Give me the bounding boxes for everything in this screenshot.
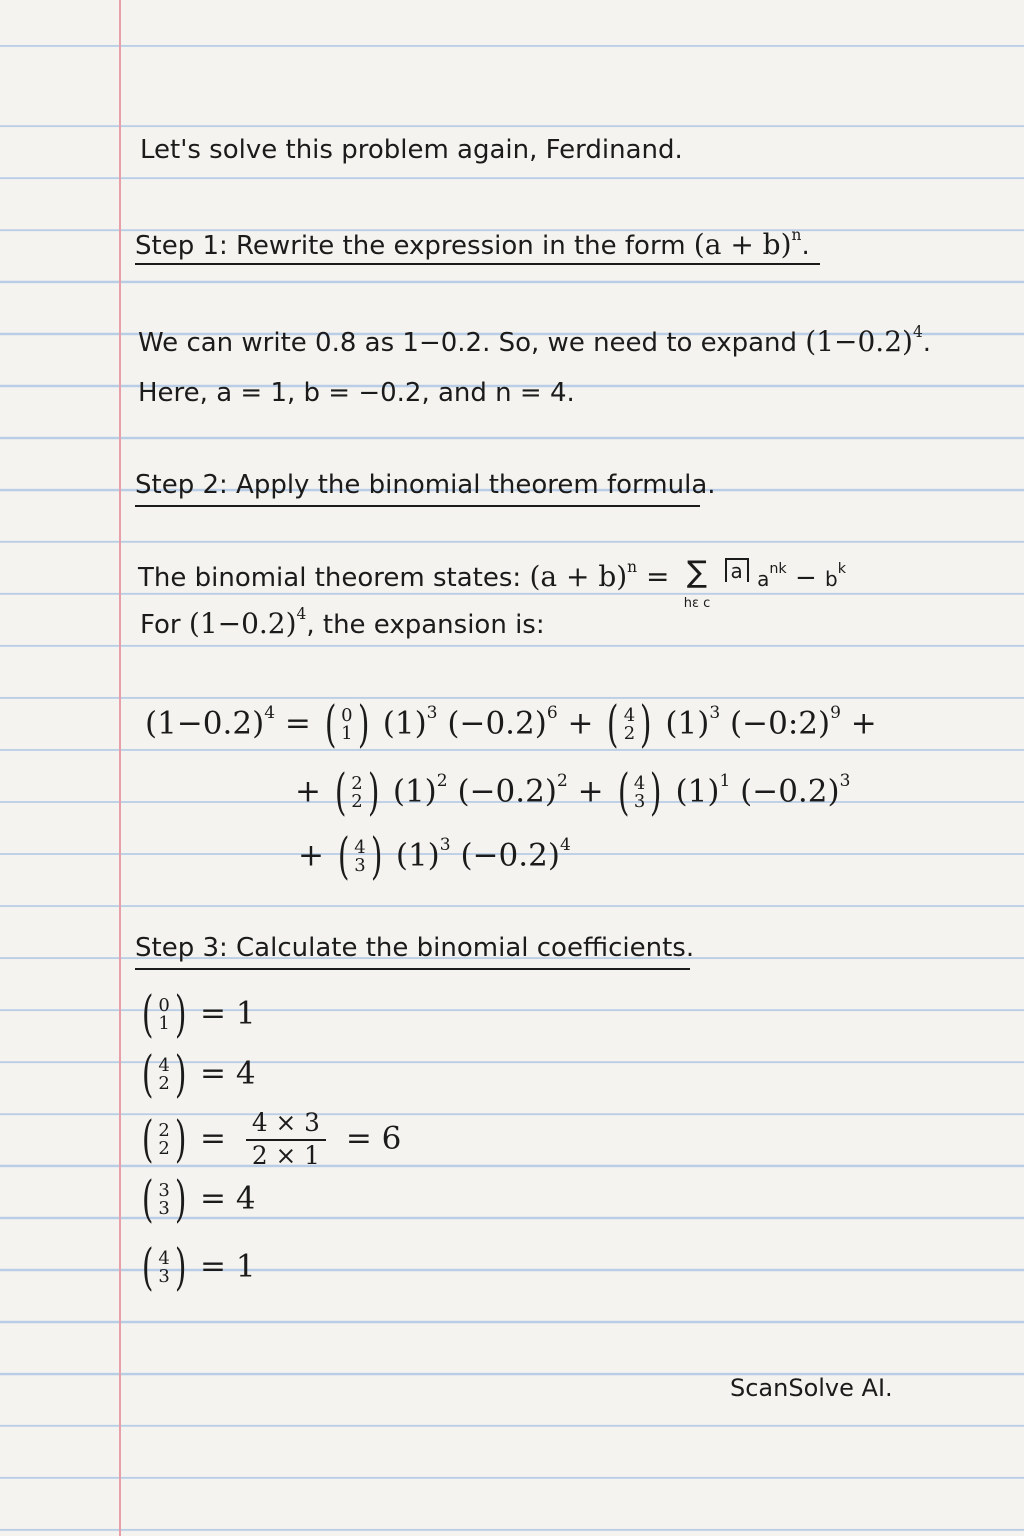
step1-title: Rewrite the expression in the form	[236, 231, 686, 261]
step3-heading	[135, 933, 694, 963]
step2-heading	[135, 470, 716, 500]
step1-underline	[135, 263, 820, 265]
coefficient-row: ( 3 3 ) = 4	[138, 1175, 256, 1225]
theorem-line: The binomial theorem states: $(a + b)^n$ = ∑ hε c a $a^{nk} - b^k$	[138, 555, 846, 611]
binom-coef: ( 4 3 )	[337, 827, 383, 885]
coefficient-row: ( 0 1 ) = 1	[138, 990, 256, 1040]
expansion-row-1: $(1-0.2)^4$ = ( 0 1 ) $(1)^3$ $(-0.2)^6$ + ( 4 2 ) $(1)^3$ (−0:2)$^9$ +	[145, 695, 877, 753]
step3-label: Step 3:	[135, 933, 228, 963]
coefficient-row: ( 4 3 ) = 1	[138, 1243, 256, 1293]
bracket-box: a	[725, 558, 749, 582]
step3-underline	[135, 968, 690, 970]
coefficient-row: ( 2 2 ) = $\frac{4 \times 3}{2 \times 1}$ = 6	[138, 1108, 401, 1172]
binom-coef: ( 4 3 )	[617, 763, 662, 821]
binom-coef: ( 0 1 )	[141, 985, 187, 1043]
binom-coef: ( 3 3 )	[141, 1170, 187, 1228]
step2-underline	[135, 505, 700, 507]
step1-line2: Here, a = 1, b = −0.2, and n = 4.	[138, 378, 575, 408]
fraction: $\frac{4 \times 3}{2 \times 1}$	[246, 1108, 326, 1172]
binom-coef: ( 4 3 )	[141, 1238, 187, 1296]
binom-coef: ( 0 1 )	[324, 695, 370, 753]
coefficient-row: ( 4 2 ) = 4	[138, 1050, 256, 1100]
step1-line1: We can write 0.8 as 1−0.2. So, we need to expand $(1-0.2)^4$.	[138, 323, 932, 358]
step1-heading: Step 1: Rewrite the expression in the form $(a + b)^n$.	[135, 226, 810, 261]
step3-title: Calculate the binomial coefficients.	[236, 933, 695, 963]
brand-signature: ScanSolve AI.	[730, 1374, 893, 1402]
binom-coef: ( 4 2 )	[141, 1045, 187, 1103]
expansion-row-3: + ( 4 3 ) $(1)^3$ $(-0.2)^4$	[298, 827, 571, 885]
expansion-row-2: + ( 2 2 ) $(1)^2$ $(-0.2)^2$ + ( 4 3 ) $(1)^1$ $(-0.2)^3$	[295, 763, 851, 821]
step1-form: $(a + b)^n$	[693, 226, 802, 261]
step2-label: Step 2:	[135, 470, 228, 500]
sigma-symbol: ∑ hε c	[683, 555, 711, 611]
binom-coef: ( 2 2 )	[334, 763, 380, 821]
margin-line	[119, 0, 121, 1536]
step1-label: Step 1:	[135, 231, 228, 261]
binom-coef: ( 2 2 )	[141, 1110, 187, 1169]
binom-coef: ( 4 2 )	[607, 695, 652, 753]
intro-text: Let's solve this problem again, Ferdinand.	[140, 135, 683, 165]
step1-expand-expr: $(1-0.2)^4$	[805, 323, 923, 358]
for-line: For $(1-0.2)^4$, the expansion is:	[140, 605, 545, 640]
step2-title: Apply the binomial theorem formula.	[236, 470, 716, 500]
